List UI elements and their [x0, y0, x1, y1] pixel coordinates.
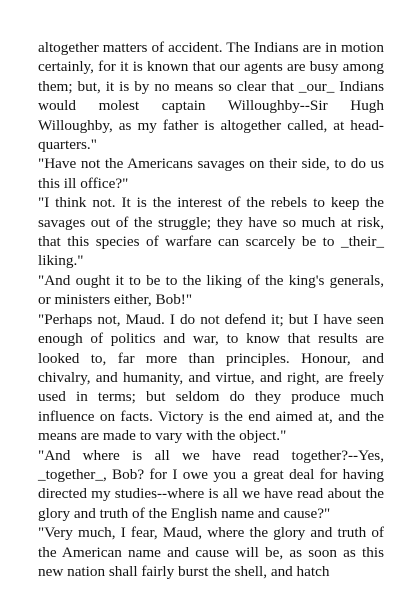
page-text-block: [38, 38, 384, 581]
paragraph-2: "Have not the Americans savages on their side, to do us this ill office?": [38, 155, 384, 192]
paragraph-4: "And ought it to be to the liking of the king's generals, or ministers either, Bob!": [38, 271, 384, 309]
paragraph-6: "And where is all we have read together?--Yes, _together_, Bob? for I owe you a great deal for having directed my studies--where is all we have read about the glory and truth of the English name and cause?": [38, 446, 384, 522]
paragraph-7: "Very much, I fear, Maud, where the glory and truth of the American name and cause will be, as soon as this new nation shall fairly burst the shell, and hatch: [38, 524, 384, 580]
paragraph-3: "I think not. It is the interest of the rebels to keep the savages out of the struggle; they have so much at risk, that this species of warfare can scarcely be to _their_ liking.": [38, 194, 384, 270]
paragraph-1: altogether matters of accident. The Indians are in motion certainly, for it is known that our agents are busy among them; but, it is by no means so clear that _our_ Indians would molest captain Willoughby--Sir Hugh Willoughby, as my father is altogether called, at head-quarters.": [38, 39, 384, 154]
paragraph-5: "Perhaps not, Maud. I do not defend it; but I have seen enough of politics and war, to know that results are looked to, far more than principles. Honour, and chivalry, and humanity, and virtue, and right, are freely used in terms; but seldom do they produce much influence on facts. Victory is the end aimed at, and the means are made to vary with the object.": [38, 310, 384, 445]
